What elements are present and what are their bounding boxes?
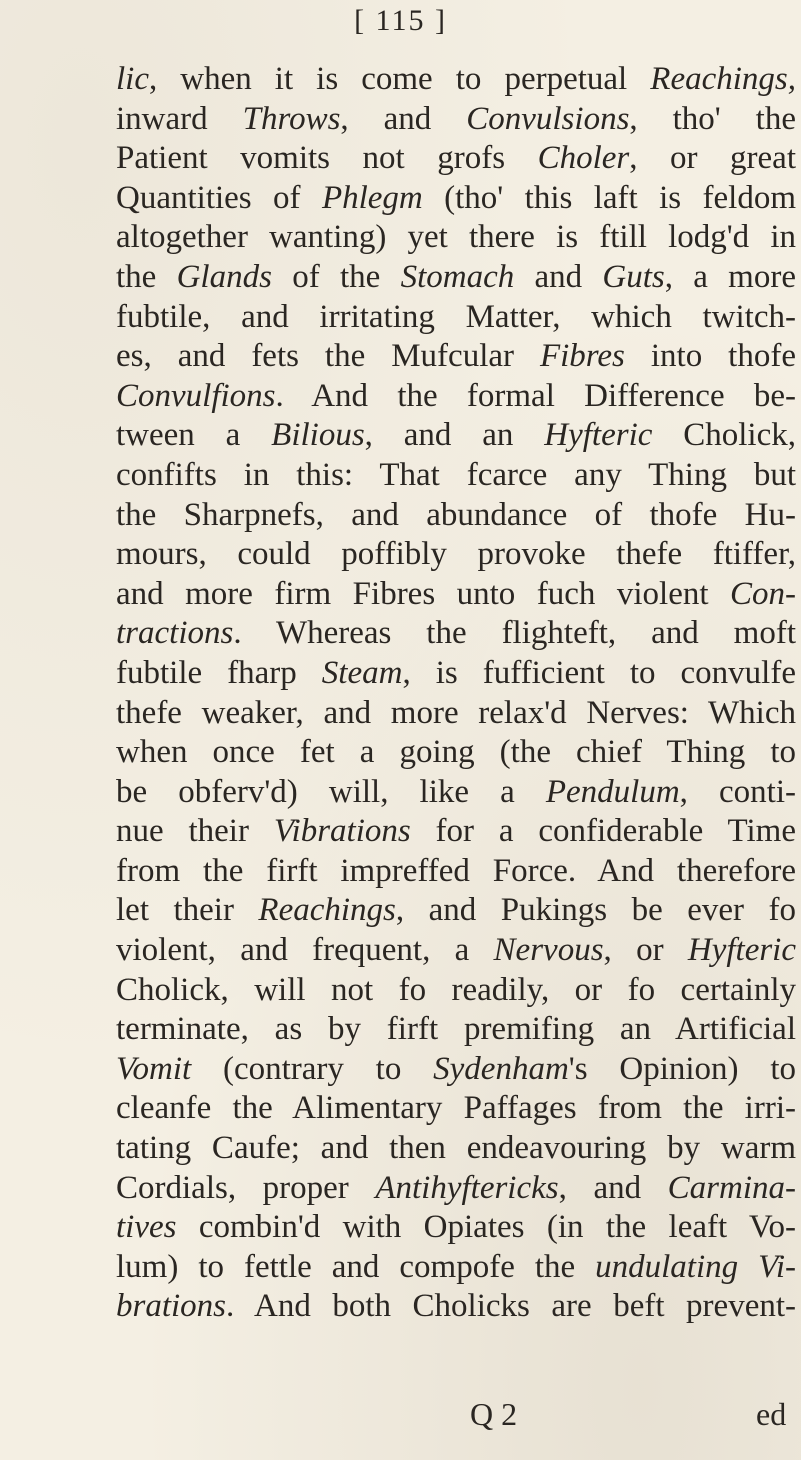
roman-text: 's Opinion) to xyxy=(568,1050,796,1087)
page-number: [ 115 ] xyxy=(354,4,447,37)
roman-text: . And the formal Difference be- xyxy=(275,377,796,414)
italic-text: Sydenham xyxy=(433,1050,569,1087)
text-line xyxy=(116,1169,796,1209)
text-line xyxy=(116,60,796,100)
text-line xyxy=(116,614,796,654)
italic-text: Hyfteric xyxy=(687,932,796,969)
italic-text: Throws xyxy=(242,100,341,137)
roman-text: es, and fets the Mufcular xyxy=(116,338,540,375)
roman-text: nue their xyxy=(116,813,274,850)
roman-text: Cholick, will not fo readily, or fo certainly xyxy=(116,971,796,1008)
text-line xyxy=(116,1129,796,1169)
roman-text: lum) to fettle and compofe the xyxy=(116,1248,596,1285)
italic-text: Guts xyxy=(602,258,665,295)
roman-text: altogether wanting) yet there is ftill lodg'd in xyxy=(116,219,796,256)
roman-text: cleanfe the Alimentary Paffages from the irri- xyxy=(116,1090,796,1127)
text-line xyxy=(116,733,796,773)
roman-text: . Whereas the flighteft, and moft xyxy=(233,615,796,652)
text-line xyxy=(116,812,796,852)
roman-text: be obferv'd) will, like a xyxy=(116,773,546,810)
roman-text: let their xyxy=(116,892,259,929)
text-line xyxy=(116,456,796,496)
text-line xyxy=(116,1208,796,1248)
text-line xyxy=(116,1089,796,1129)
text-line xyxy=(116,971,796,1011)
text-line xyxy=(116,1010,796,1050)
roman-text: thefe weaker, and more relax'd Nerves: Which xyxy=(116,694,796,731)
roman-text: , and an xyxy=(364,417,545,454)
text-line xyxy=(116,654,796,694)
text-line xyxy=(116,1287,796,1327)
italic-text: tives xyxy=(116,1209,177,1246)
roman-text: violent, and frequent, a xyxy=(116,932,494,969)
roman-text: the Sharpnefs, and abundance of thofe Hu- xyxy=(116,496,796,533)
roman-text: from the firft impreffed Force. And therefore xyxy=(116,852,796,889)
roman-text: combin'd with Opiates (in the leaft Vo- xyxy=(176,1209,796,1246)
italic-text: Carmina- xyxy=(667,1169,796,1206)
signature-mark: Q 2 xyxy=(470,1396,518,1432)
roman-text: tating Caufe; and then endeavouring by warm xyxy=(116,1130,796,1167)
roman-text: , is fufficient to convulfe xyxy=(402,654,796,691)
body-text xyxy=(116,60,796,1327)
text-line xyxy=(116,416,796,456)
italic-text: tractions xyxy=(116,615,234,652)
roman-text: fubtile fharp xyxy=(116,654,322,691)
italic-text: Antihyftericks xyxy=(375,1169,559,1206)
roman-text: for a confiderable Time xyxy=(410,813,796,850)
roman-text: (contrary to xyxy=(191,1050,434,1087)
italic-text: Pendulum xyxy=(545,773,680,810)
catchword: ed xyxy=(756,1396,787,1432)
text-line xyxy=(116,575,796,615)
roman-text: and xyxy=(514,258,603,295)
roman-text: , and Pukings be ever fo xyxy=(395,892,796,929)
italic-text: Convulsions xyxy=(466,100,630,137)
roman-text: , or xyxy=(603,932,688,969)
text-line xyxy=(116,337,796,377)
italic-text: Choler xyxy=(537,140,630,177)
roman-text: tween a xyxy=(116,417,272,454)
text-line xyxy=(116,377,796,417)
italic-text: Vibrations xyxy=(273,813,411,850)
roman-text: of the xyxy=(271,258,401,295)
roman-text: Quantities of xyxy=(116,179,322,216)
text-line xyxy=(116,218,796,258)
roman-text: confifts in this: That fcarce any Thing but xyxy=(116,456,796,493)
roman-text: Patient vomits not grofs xyxy=(116,140,538,177)
italic-text: Reachings, xyxy=(650,61,796,97)
text-line xyxy=(116,100,796,140)
text-line xyxy=(116,773,796,813)
italic-text: brations xyxy=(116,1288,227,1325)
roman-text: terminate, as by firft premifing an Artificial xyxy=(116,1011,796,1048)
roman-text: into thofe xyxy=(624,338,796,375)
italic-text: Vomit xyxy=(116,1050,192,1087)
italic-text: Fibres xyxy=(539,338,625,375)
italic-text: Convulfions xyxy=(116,377,276,414)
roman-text: Cholick, xyxy=(652,417,796,454)
italic-text: Reachings xyxy=(258,892,396,929)
italic-text: Stomach xyxy=(400,258,515,295)
roman-text: , when it is come to perpetual xyxy=(148,61,651,97)
text-line xyxy=(116,535,796,575)
roman-text: , conti- xyxy=(679,773,796,810)
text-line xyxy=(116,694,796,734)
text-line xyxy=(116,258,796,298)
text-line xyxy=(116,139,796,179)
italic-text: lic xyxy=(116,61,149,97)
italic-text: Steam xyxy=(321,654,403,691)
roman-text: fubtile, and irritating Matter, which twitch- xyxy=(116,298,796,335)
text-line xyxy=(116,891,796,931)
italic-text: Phlegm xyxy=(321,179,423,216)
italic-text: Nervous xyxy=(493,932,604,969)
roman-text: . And both Cholicks are beft prevent- xyxy=(226,1288,796,1325)
text-line xyxy=(116,496,796,536)
roman-text: , and xyxy=(558,1169,668,1206)
roman-text: , and xyxy=(340,100,467,137)
italic-text: undulating Vi- xyxy=(595,1248,796,1285)
roman-text: (tho' this laft is feldom xyxy=(422,179,796,216)
roman-text: the xyxy=(116,258,177,295)
italic-text: Con- xyxy=(730,575,796,612)
page-footer xyxy=(0,1394,801,1434)
italic-text: Glands xyxy=(176,258,272,295)
text-line xyxy=(116,931,796,971)
roman-text: , or great xyxy=(629,140,796,177)
roman-text: , a more xyxy=(664,258,796,295)
roman-text: inward xyxy=(116,100,243,137)
text-line xyxy=(116,1050,796,1090)
roman-text: Cordials, proper xyxy=(116,1169,376,1206)
text-line xyxy=(116,179,796,219)
roman-text: when once fet a going (the chief Thing to xyxy=(116,734,796,771)
page-header xyxy=(0,0,801,56)
italic-text: Hyfteric xyxy=(544,417,653,454)
roman-text: mours, could poffibly provoke thefe ftiffer, xyxy=(116,536,796,573)
text-line xyxy=(116,1248,796,1288)
roman-text: and more firm Fibres unto fuch violent xyxy=(116,575,730,612)
italic-text: Bilious xyxy=(271,417,365,454)
text-line xyxy=(116,298,796,338)
text-line xyxy=(116,852,796,892)
roman-text: , tho' the xyxy=(629,100,796,137)
